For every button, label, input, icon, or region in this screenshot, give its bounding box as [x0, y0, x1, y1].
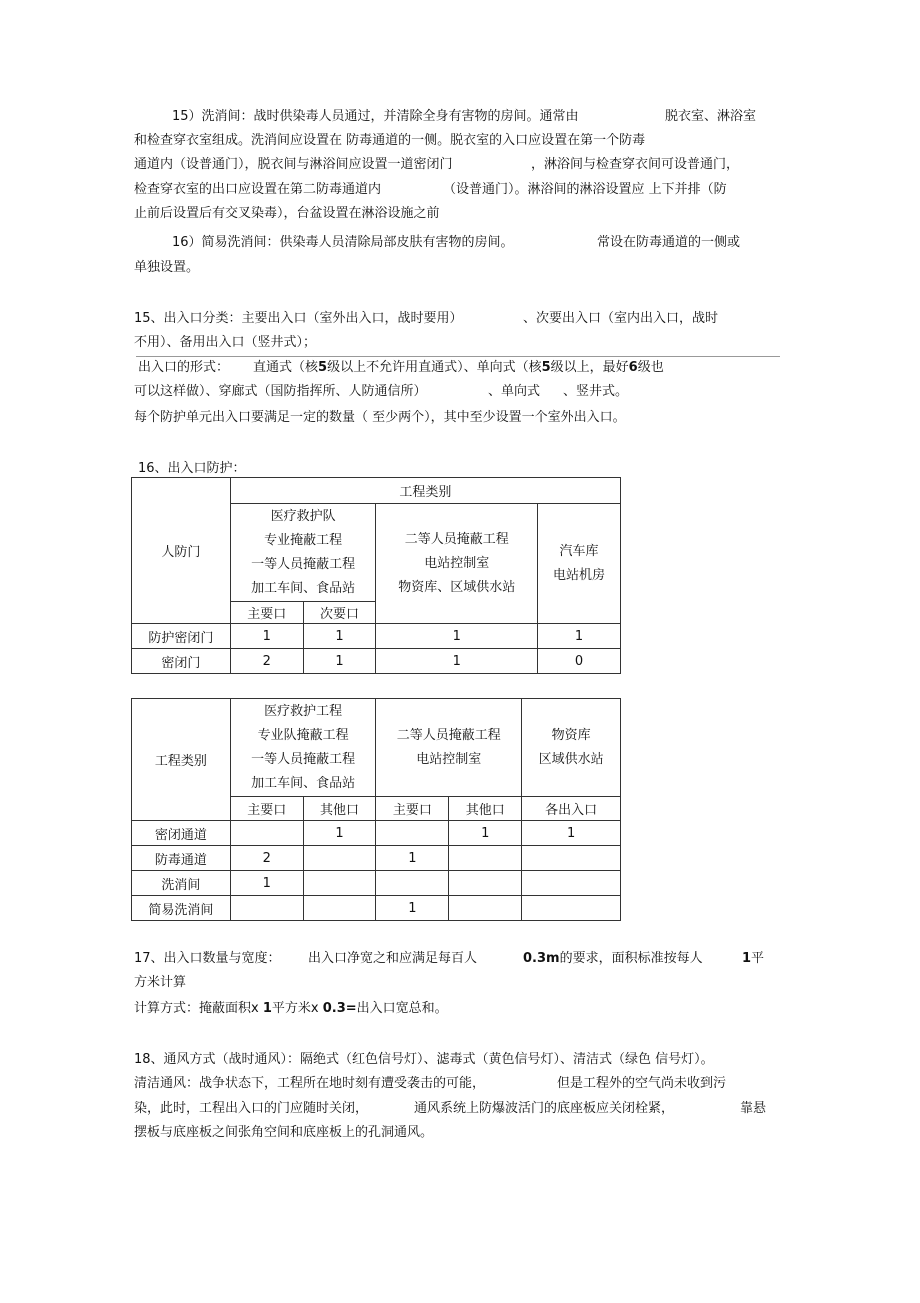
item15-line4a: 检查穿衣室的出口应设置在第二防毒通道内 [134, 182, 382, 197]
sub-header: 主要口 [230, 797, 303, 821]
table-cell: 1 [376, 649, 538, 674]
sec15-line4a: 可以这样做）、穿廊式（国防指挥所、人防通信所） [134, 384, 427, 399]
door-protection-table [131, 477, 621, 674]
table-cell [230, 821, 303, 846]
table-cell: 1 [449, 821, 522, 846]
table-cell [449, 896, 522, 921]
col-header-medical: 医疗救护工程 专业队掩蔽工程 一等人员掩蔽工程 加工车间、食品站 [230, 699, 376, 797]
table-cell [303, 871, 376, 896]
item15-line2: 和检查穿衣室组成。洗消间应设置在 防毒通道的一侧。脱衣室的入口应设置在第一个防毒 [134, 133, 646, 148]
item16-line2: 单独设置。 [134, 260, 200, 275]
sec18-line3a: 染，此时，工程出入口的门应随时关闭， [134, 1101, 369, 1116]
sub-header: 其他口 [449, 797, 522, 821]
item15-line3b: ，淋浴间与检查穿衣间可设普通门， [531, 157, 740, 172]
sub-header: 其他口 [303, 797, 376, 821]
table-cell: 1 [522, 821, 621, 846]
item15-line1b: 脱衣室、淋浴室 [665, 109, 757, 124]
table-cell: 1 [230, 871, 303, 896]
col-header-second-class: 二等人员掩蔽工程 电站控制室 物资库、区域供水站 [376, 504, 538, 624]
row-header: 人防门 [132, 478, 231, 624]
sec15-line1b: 、次要出入口（室内出入口，战时 [523, 311, 719, 326]
divider-line [136, 356, 780, 357]
item15-line4b: （设普通门）。淋浴间的淋浴设置应 上下并排（防 [443, 182, 727, 197]
sec16-title: 16、出入口防护： [138, 461, 246, 476]
sec18-line1: 18、通风方式（战时通风）：隔绝式（红色信号灯）、滤毒式（黄色信号灯）、清洁式（绿色 信号灯）。 [134, 1052, 714, 1067]
table-cell [449, 846, 522, 871]
row-label: 密闭通道 [132, 821, 231, 846]
row-label: 简易洗消间 [132, 896, 231, 921]
table-cell: 1 [303, 649, 376, 674]
sec15-line3a: 出入口的形式： [138, 360, 230, 375]
sec17-line2: 方米计算 [134, 975, 187, 990]
table-cell [522, 871, 621, 896]
table-cell: 2 [230, 649, 303, 674]
sec18-line3b: 通风系统上防爆波活门的底座板应关闭栓紧， [414, 1101, 675, 1116]
sec18-line2b: 但是工程外的空气尚未收到污 [557, 1076, 727, 1091]
item16-line1a: 16）简易洗消间：供染毒人员清除局部皮肤有害物的房间。 [172, 235, 514, 250]
sec15-line3: 直通式（核5级以上不允许用直通式）、单向式（核5级以上，最好6级也 [253, 360, 664, 375]
item15-line3a: 通道内（设普通门），脱衣间与淋浴间应设置一道密闭门 [134, 157, 453, 172]
table-cell: 1 [538, 624, 621, 649]
sec15-line1a: 15、出入口分类：主要出入口（室外出入口，战时要用） [134, 311, 463, 326]
row-header: 工程类别 [132, 699, 231, 821]
sec18-line2a: 清洁通风：战争状态下，工程所在地时刻有遭受袭击的可能， [134, 1076, 486, 1091]
sub-header: 各出入口 [522, 797, 621, 821]
col-header-garage: 汽车库 电站机房 [538, 504, 621, 624]
sub-header: 主要口 [376, 797, 449, 821]
table-row [132, 896, 621, 921]
item15-line1: 15）洗消间：战时供染毒人员通过，并清除全身有害物的房间。通常由 [172, 109, 579, 124]
item16-line1b: 常设在防毒通道的一侧或 [597, 235, 741, 250]
table-cell: 0 [538, 649, 621, 674]
sec17-line1e: 1平 [742, 951, 765, 966]
table-cell [303, 896, 376, 921]
row-label: 洗消间 [132, 871, 231, 896]
row-label: 防毒通道 [132, 846, 231, 871]
sec15-line4c: 、竖井式。 [563, 384, 629, 399]
row-label: 密闭门 [132, 649, 231, 674]
table-cell [376, 871, 449, 896]
col-header-second-class: 二等人员掩蔽工程 电站控制室 [376, 699, 522, 797]
table-cell [449, 871, 522, 896]
table-cell: 2 [230, 846, 303, 871]
sec18-line3c: 靠悬 [740, 1101, 767, 1116]
item15-line5: 止前后设置后有交叉染毒），台盆设置在淋浴设施之前 [134, 206, 440, 221]
group-header: 工程类别 [230, 478, 620, 504]
sec15-line2: 不用）、备用出入口（竖井式）； [134, 335, 317, 350]
col-header-medical: 医疗救护队 专业掩蔽工程 一等人员掩蔽工程 加工车间、食品站 [230, 504, 376, 602]
sec17-line3: 计算方式：掩蔽面积x 1平方米x 0.3=出入口宽总和。 [134, 1001, 448, 1016]
sub-header-main: 主要口 [230, 602, 303, 624]
table-cell: 1 [303, 624, 376, 649]
table-cell [522, 846, 621, 871]
table-row [132, 624, 621, 649]
table-row [132, 821, 621, 846]
col-header-storage: 物资库 区域供水站 [522, 699, 621, 797]
sub-header-secondary: 次要口 [303, 602, 376, 624]
table-cell: 1 [376, 846, 449, 871]
table-row [132, 846, 621, 871]
sec15-line5: 每个防护单元出入口要满足一定的数量（ 至少两个），其中至少设置一个室外出入口。 [134, 410, 626, 425]
table-cell: 1 [376, 624, 538, 649]
table-cell: 1 [303, 821, 376, 846]
table-row [132, 871, 621, 896]
table-cell: 1 [376, 896, 449, 921]
row-label: 防护密闭门 [132, 624, 231, 649]
table-row [132, 649, 621, 674]
sec17-line1b: 出入口净宽之和应满足每百人 [308, 951, 478, 966]
sec18-line4: 摆板与底座板之间张角空间和底座板上的孔洞通风。 [134, 1125, 434, 1140]
table-cell [376, 821, 449, 846]
passage-table [131, 698, 621, 921]
table-cell: 1 [230, 624, 303, 649]
table-cell [230, 896, 303, 921]
sec17-line1a: 17、出入口数量与宽度： [134, 951, 281, 966]
sec15-line4b: 、单向式 [488, 384, 541, 399]
table-cell [522, 896, 621, 921]
table-cell [303, 846, 376, 871]
sec17-line1c: 0.3m的要求，面积标准按每人 [523, 951, 703, 966]
